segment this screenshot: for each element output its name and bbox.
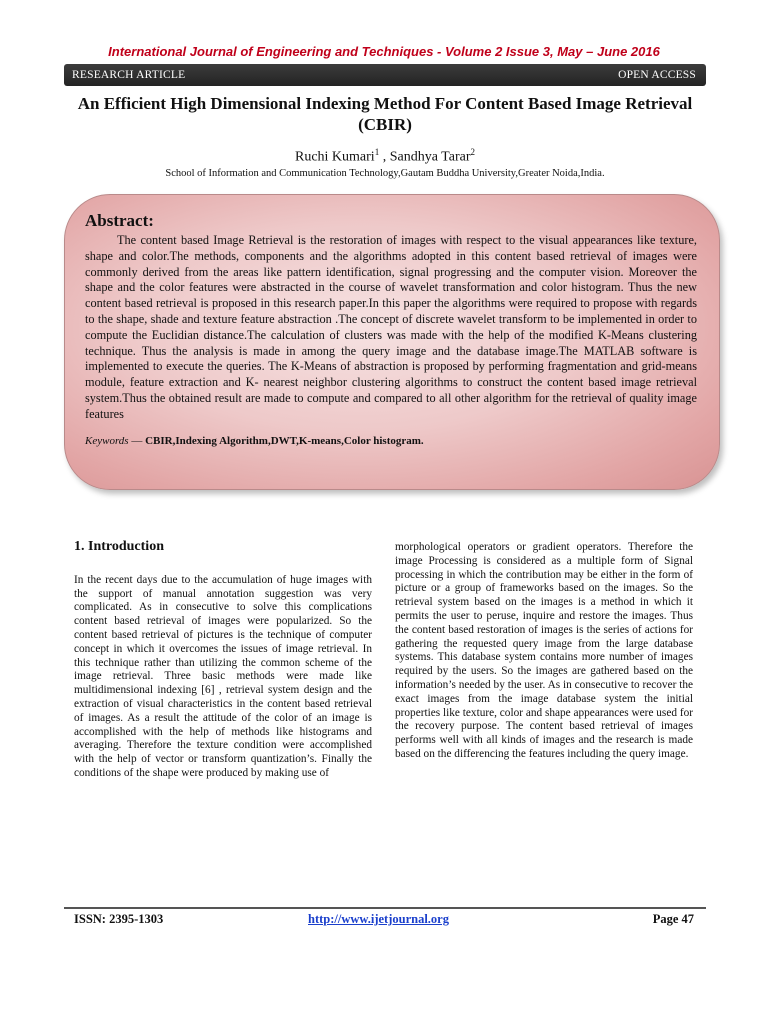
author-affiliation-mark: 2 (470, 147, 475, 157)
keywords-line (85, 435, 697, 447)
author-name: Sandhya Tarar (389, 149, 471, 165)
open-access-label: OPEN ACCESS (618, 69, 696, 81)
body-paragraph: In the recent days due to the accumulation of huge images with the support of manual annotation suggestion was very complicated. As in consecutive to solve this complications content based retrieval of images were popularized. So the content based retrieval of pictures is the technique of computer concept in which it overcomes the issues of image retrieval. In this technique rather than utilizing the common scheme of the image retrieval. Three basic methods were made like multidimensional indexing [6] , retrieval system design and the extraction of visual characteristics in the content based retrieval of images. As a result the attitude of the color of an image is accomplished with the help of methods like histograms and averaging. Therefore the texture condition were accomplished with the help of vector or transform quantization’s. Finally the conditions of the shape were produced by making use of (74, 573, 372, 779)
author-affiliation-mark: 1 (374, 147, 380, 157)
author-line (64, 147, 706, 166)
left-column (74, 540, 372, 781)
keywords-label: Keywords (85, 434, 129, 447)
paper-title: An Efficient High Dimensional Indexing Method For Content Based Image Retrieval (CBIR) (77, 94, 693, 134)
affiliation: School of Information and Communication Technology,Gautam Buddha University,Greater Noida,India. (165, 168, 605, 179)
abstract-heading: Abstract: (85, 211, 154, 230)
journal-link[interactable]: http://www.ijetjournal.org (308, 912, 449, 926)
keywords-values: CBIR,Indexing Algorithm,DWT,K-means,Color histogram. (145, 434, 424, 447)
body-paragraph: morphological operators or gradient operators. Therefore the image Processing is considered as a multiple form of Signal processing in which the contribution may be either in the form of picture or a group of frameworks based on the images. So the retrieval system based on the images is a method in which it permits the user to peruse, inquire and restore the images. Thus the content based restoration of images is the series of actions for gathering the requested query image from the large database systems. This database system contains more number of images required by the users. So the images are gathered based on the information’s needed by the user. As in consecutive to recover the exact images from the image database system the initial properties like texture, color and shape appearances were used for the recovery purpose. The content based retrieval of images performs well with all kinds of images and the research is made based on the differencing the features including the query image. (395, 541, 693, 760)
right-column (395, 541, 693, 762)
journal-header: International Journal of Engineering and Techniques - Volume 2 Issue 3, May – June 2016 (108, 44, 660, 59)
keywords-dash: — (128, 434, 146, 447)
footer-divider (64, 907, 706, 909)
research-article-label: RESEARCH ARTICLE (72, 69, 186, 81)
section-heading: 1. Introduction (74, 539, 164, 554)
author-name: Ruchi Kumari (294, 149, 375, 165)
author-separator: , (379, 149, 390, 165)
page-footer (74, 912, 694, 930)
page-number: Page 47 (652, 912, 694, 926)
abstract-text: The content based Image Retrieval is the restoration of images with respect to the visual appearances like texture, shape and color.The methods, components and the algorithms adopted in this content based retrieval of images were commonly derived from the areas like pattern identification, signal progressing and the computer vision. Moreover the shape and the color features were abstracted in the course of wavelet transformation and color histogram. Thus the new content based retrieval is proposed in this research paper.In this paper the algorithms were required to propose with regards to the shape, shade and texture feature abstraction .The concept of discrete wavelet transform to be implemented in order to compute the Euclidian distance.The calculation of clusters was made with the help of the modified K-Means clustering technique. Thus the analysis is made in among the query image and the database image.The MATLAB software is implemented to execute the queries. The K-Means of abstraction is proposed by performing fragmentation and grid-means module, feature extraction and K- nearest neighbor clustering algorithms to construct the content based image retrieval system.Thus the obtained result are made to compute and compared to all other algorithm for the retrieval of quality image features (85, 233, 697, 421)
abstract-box (64, 194, 720, 490)
article-type-banner (64, 64, 706, 86)
issn-label: ISSN: 2395-1303 (74, 912, 164, 926)
